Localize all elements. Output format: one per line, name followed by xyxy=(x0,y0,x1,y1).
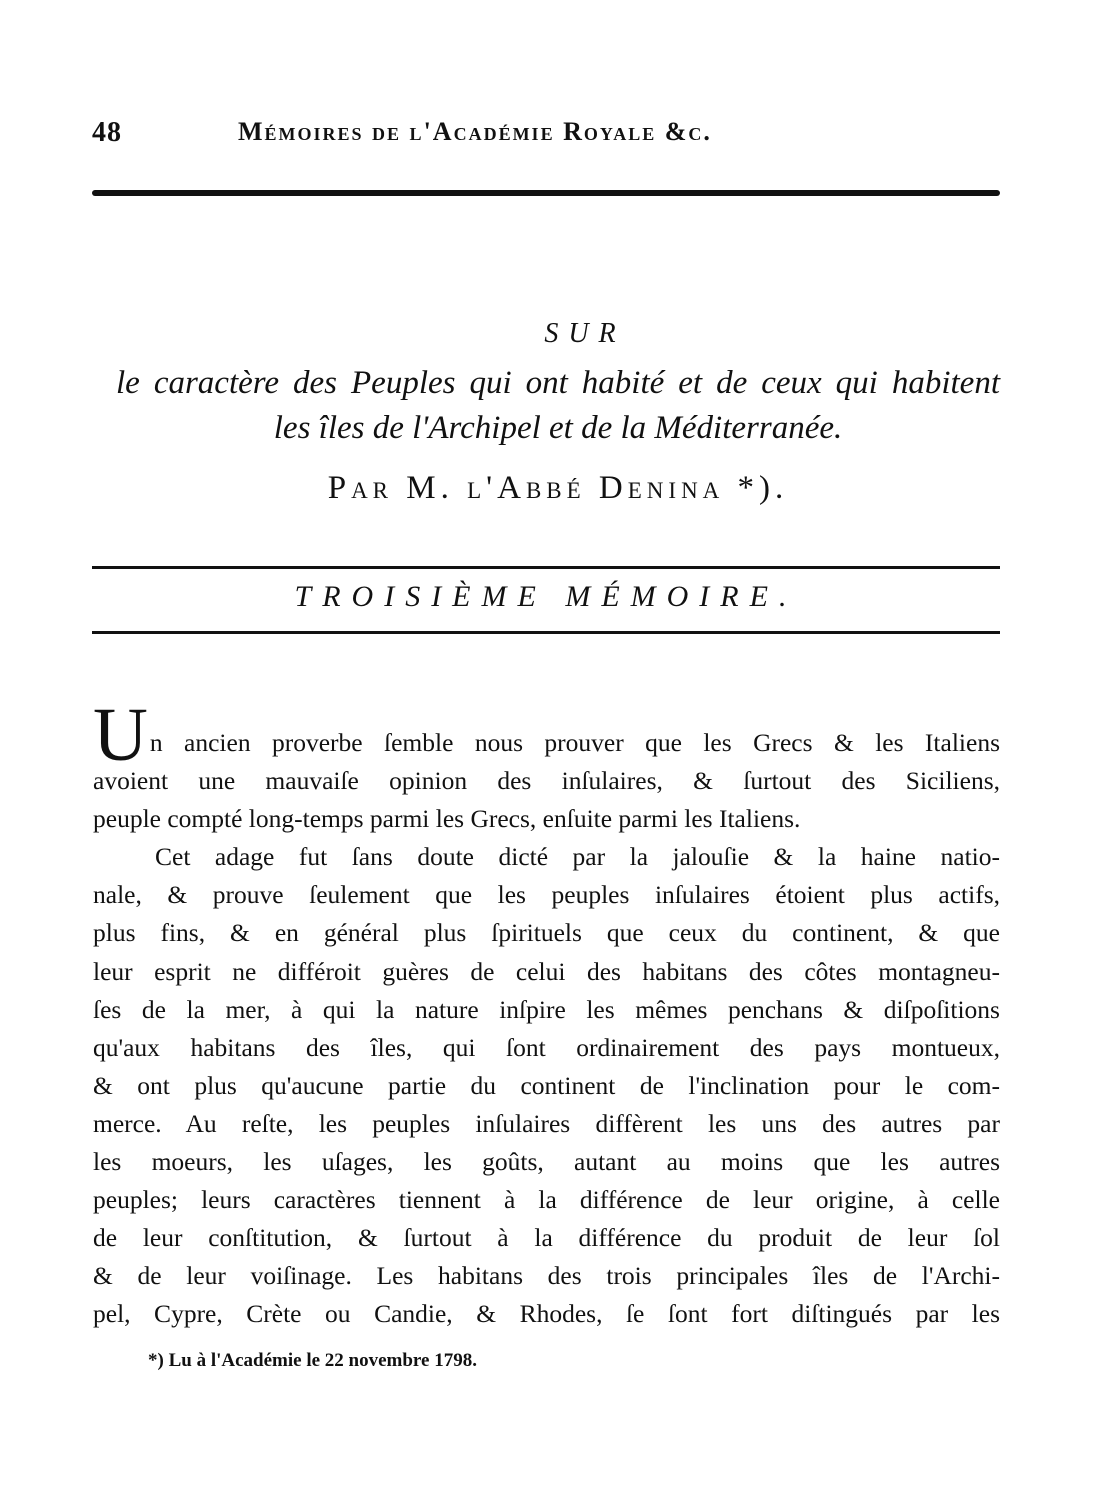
body-line: Cet adage fut ſans doute dicté par la jalouſie & la haine natio- xyxy=(155,842,1000,872)
page-number: 48 xyxy=(92,117,122,148)
title-line: les îles de l'Archipel et de la Méditerranée. xyxy=(273,410,843,446)
author-line: Par M. l'Abbé Denina *). xyxy=(327,470,789,506)
header-rule xyxy=(92,190,1000,196)
body-line: qu'aux habitans des îles, qui ſont ordinairement des pays montueux, xyxy=(93,1032,1000,1062)
drop-cap: U xyxy=(93,693,148,777)
body-line: plus fins, & en général plus ſpirituels que ceux du continent, & que xyxy=(93,918,1000,948)
body-line: peuple compté long-temps parmi les Grecs, enſuite parmi les Italiens. xyxy=(93,804,801,834)
body-line: pel, Cypre, Crète ou Candie, & Rhodes, ſe ſont fort diſtingués par les xyxy=(93,1299,1000,1329)
running-title: Mémoires de l'Académie Royale &c. xyxy=(238,117,712,146)
body-line: ſes de la mer, à qui la nature inſpire les mêmes penchans & diſpoſitions xyxy=(93,994,1000,1024)
body-line: merce. Au reſte, les peuples inſulaires diffèrent les uns des autres par xyxy=(93,1108,1000,1138)
body-line: avoient une mauvaiſe opinion des inſulaires, & ſurtout des Siciliens, xyxy=(93,766,1000,796)
body-line: leur esprit ne différoit guères de celui des habitans des côtes montagneu- xyxy=(93,956,1000,986)
memoire-title: TROISIÈME MÉMOIRE. xyxy=(294,580,798,613)
body-line xyxy=(93,693,1000,777)
footnote: *) Lu à l'Académie le 22 novembre 1798. xyxy=(148,1350,477,1371)
body-line: les moeurs, les uſages, les goûts, autant au moins que les autres xyxy=(93,1147,1000,1177)
body-line: nale, & prouve ſeulement que les peuples inſulaires étoient plus actifs, xyxy=(93,880,1000,910)
body-line: de leur conſtitution, & ſurtout à la différence du produit de leur ſol xyxy=(93,1223,1000,1253)
body-line: peuples; leurs caractères tiennent à la différence de leur origine, à celle xyxy=(93,1185,1000,1215)
body-text xyxy=(93,693,1000,1334)
section-rule-bottom xyxy=(92,631,1000,634)
body-line: & ont plus qu'aucune partie du continent de l'inclination pour le com- xyxy=(93,1070,1000,1100)
running-head xyxy=(92,113,1000,153)
heading-sur: SUR xyxy=(544,318,626,349)
section-rule-top xyxy=(92,566,1000,569)
title-line: le caractère des Peuples qui ont habité et de ceux qui habitent xyxy=(116,365,1000,401)
body-line: & de leur voiſinage. Les habitans des trois principales îles de l'Archi- xyxy=(93,1261,1000,1291)
first-line-text: n ancien proverbe ſemble nous prouver que les Grecs & les Italiens xyxy=(149,728,1000,757)
